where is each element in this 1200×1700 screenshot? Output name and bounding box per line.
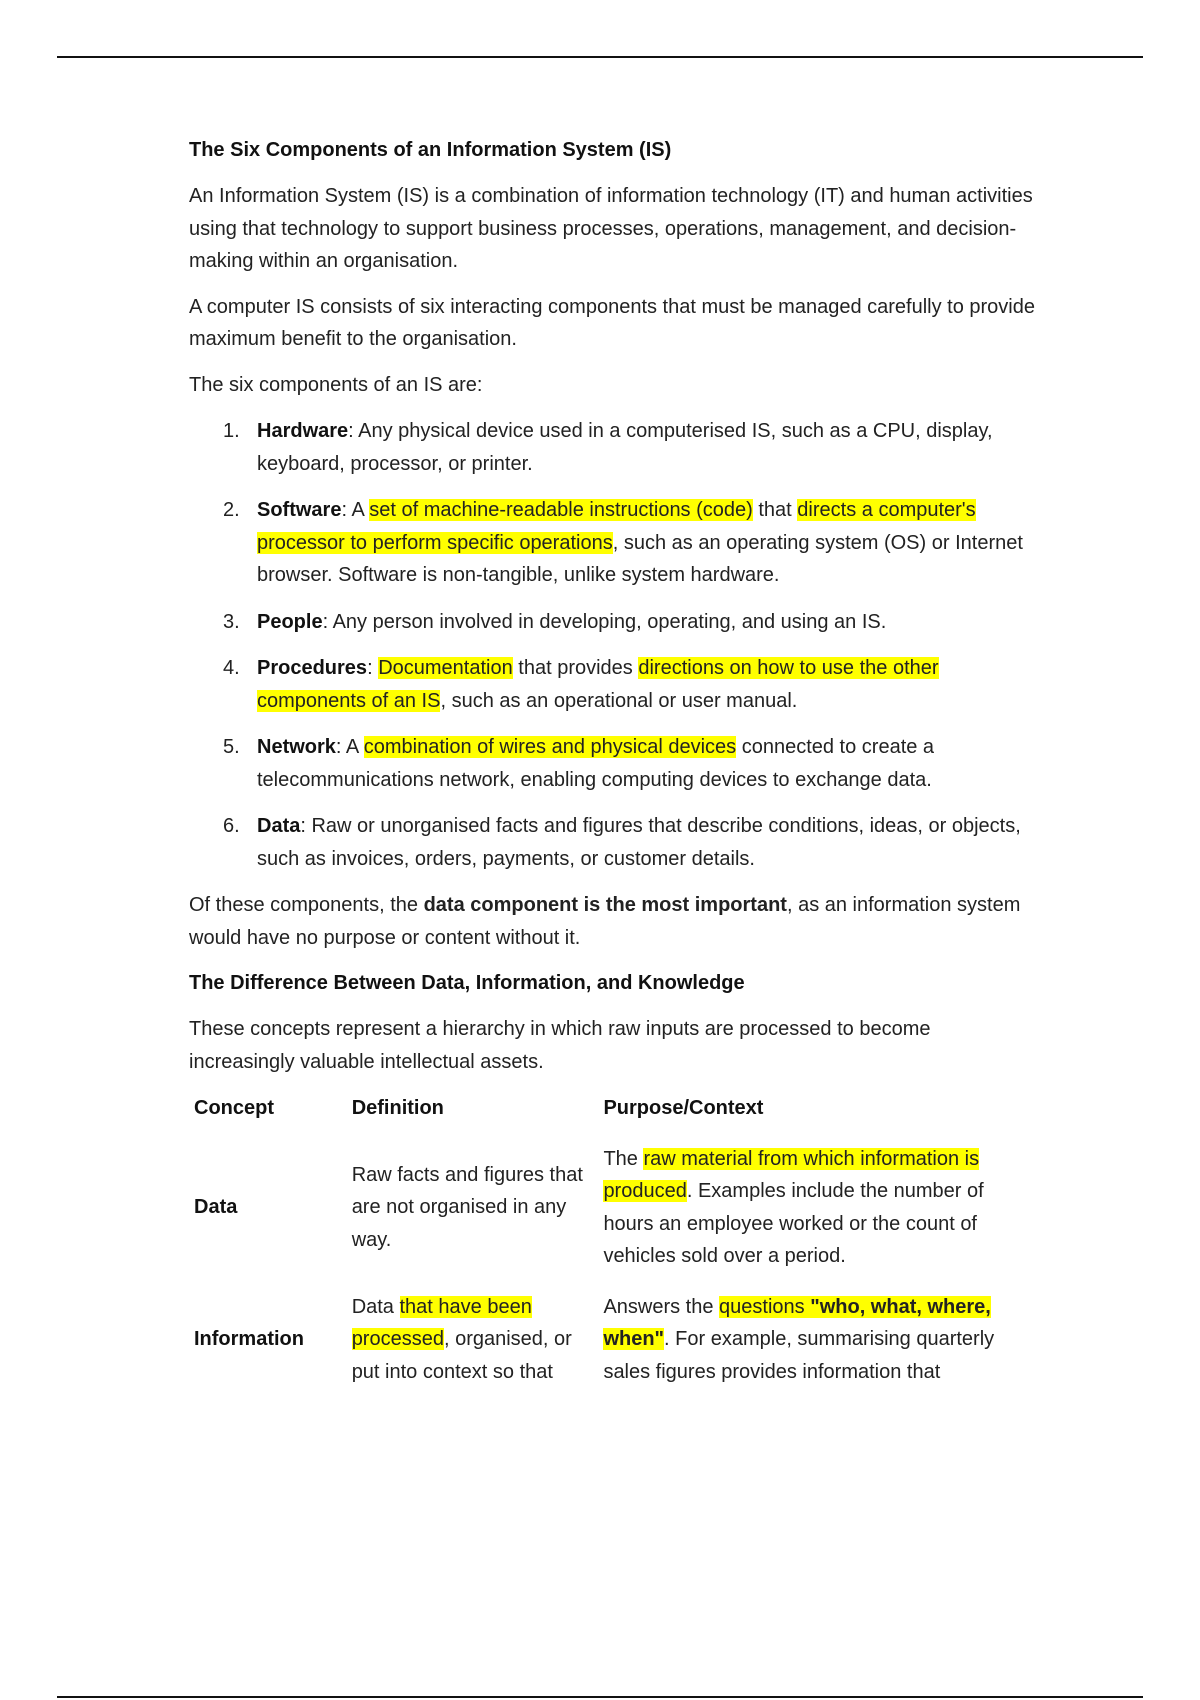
- concept-cell: Data: [194, 1196, 238, 1219]
- list-item-network: 5. Network: A combination of wires and physical devices connected to create a telecommunications network, enabling computing devices to exchange data.: [189, 731, 1039, 796]
- table-row: [189, 1143, 1039, 1291]
- intro-paragraph: An Information System (IS) is a combination of information technology (IT) and human activities using that technology to support business processes, operations, management, and decision-making within an organisation.: [189, 185, 1033, 272]
- highlight: combination of wires and physical devices: [363, 736, 737, 758]
- highlight: Documentation: [378, 657, 513, 679]
- section-heading-components: The Six Components of an Information System (IS): [189, 139, 672, 161]
- list-intro-paragraph: The six components of an IS are:: [189, 373, 483, 396]
- component-term: People: [257, 610, 323, 633]
- header-rule: [57, 56, 1143, 58]
- table-header-row: [189, 1092, 1039, 1143]
- definition-cell: Data that have been processed, organised, or put into context so that: [351, 1295, 572, 1383]
- component-term: Procedures: [257, 657, 368, 679]
- column-header: Definition: [351, 1097, 444, 1119]
- column-header: Purpose/Context: [603, 1097, 764, 1119]
- list-item-data: 6. Data: Raw or unorganised facts and figures that describe conditions, ideas, or objects, such as invoices, orders, payments, or customer details.: [189, 810, 1039, 875]
- highlight: directions on how to use the other components of an IS: [257, 657, 939, 712]
- list-item-hardware: 1. Hardware: Any physical device used in a computerised IS, such as a CPU, display, keyboard, processor, or printer.: [189, 415, 1039, 480]
- highlight: directs a computer's processor to perform specific operations: [257, 499, 976, 554]
- definition-cell: Raw facts and figures that are not organised in any way.: [351, 1163, 583, 1251]
- purpose-cell: Answers the questions "who, what, where, when". For example, summarising quarterly sales figures provides information that: [603, 1295, 995, 1383]
- list-number: 3.: [223, 610, 240, 633]
- highlight: questions "who, what, where, when": [603, 1295, 991, 1350]
- highlight: set of machine-readable instructions (code): [369, 499, 753, 521]
- list-number: 4.: [223, 657, 240, 679]
- component-term: Data: [257, 815, 301, 837]
- highlight: that have been processed: [351, 1295, 532, 1350]
- column-header: Concept: [194, 1097, 274, 1119]
- components-paragraph: A computer IS consists of six interacting components that must be managed carefully to provide maximum benefit to the organisation.: [189, 295, 1035, 350]
- hierarchy-paragraph: These concepts represent a hierarchy in which raw inputs are processed to become increasingly valuable intellectual assets.: [189, 1018, 931, 1073]
- concepts-table: [189, 1092, 1039, 1406]
- list-number: 5.: [223, 736, 240, 758]
- section-heading-difference: The Difference Between Data, Information, and Knowledge: [189, 972, 745, 994]
- highlight: raw material from which information is produced: [603, 1147, 980, 1202]
- components-list: [189, 415, 1039, 875]
- document-body: [189, 134, 1039, 1406]
- list-item-people: 3. People: Any person involved in developing, operating, and using an IS.: [189, 606, 1039, 639]
- list-number: 1.: [223, 420, 240, 442]
- concept-cell: Information: [194, 1328, 304, 1350]
- purpose-cell: The raw material from which information is produced. Examples include the number of hours an employee worked or the count of vehicles sold over a period.: [603, 1147, 984, 1267]
- list-number: 6.: [223, 815, 240, 837]
- table-row: [189, 1291, 1039, 1407]
- component-term: Hardware: [257, 420, 349, 442]
- list-item-procedures: 4. Procedures: Documentation that provides directions on how to use the other components of an IS, such as an operational or user manual.: [189, 652, 1039, 717]
- component-term: Software: [257, 499, 342, 521]
- component-term: Network: [257, 736, 336, 758]
- footer-rule: [57, 1696, 1143, 1698]
- list-number: 2.: [223, 499, 240, 521]
- list-item-software: 2. Software: A set of machine-readable instructions (code) that directs a computer's processor to perform specific operations, such as an operating system (OS) or Internet browser. Software is non-tangible, unlike system hardware.: [189, 494, 1039, 592]
- conclusion-paragraph: Of these components, the data component is the most important, as an information system would have no purpose or content without it.: [189, 894, 1021, 949]
